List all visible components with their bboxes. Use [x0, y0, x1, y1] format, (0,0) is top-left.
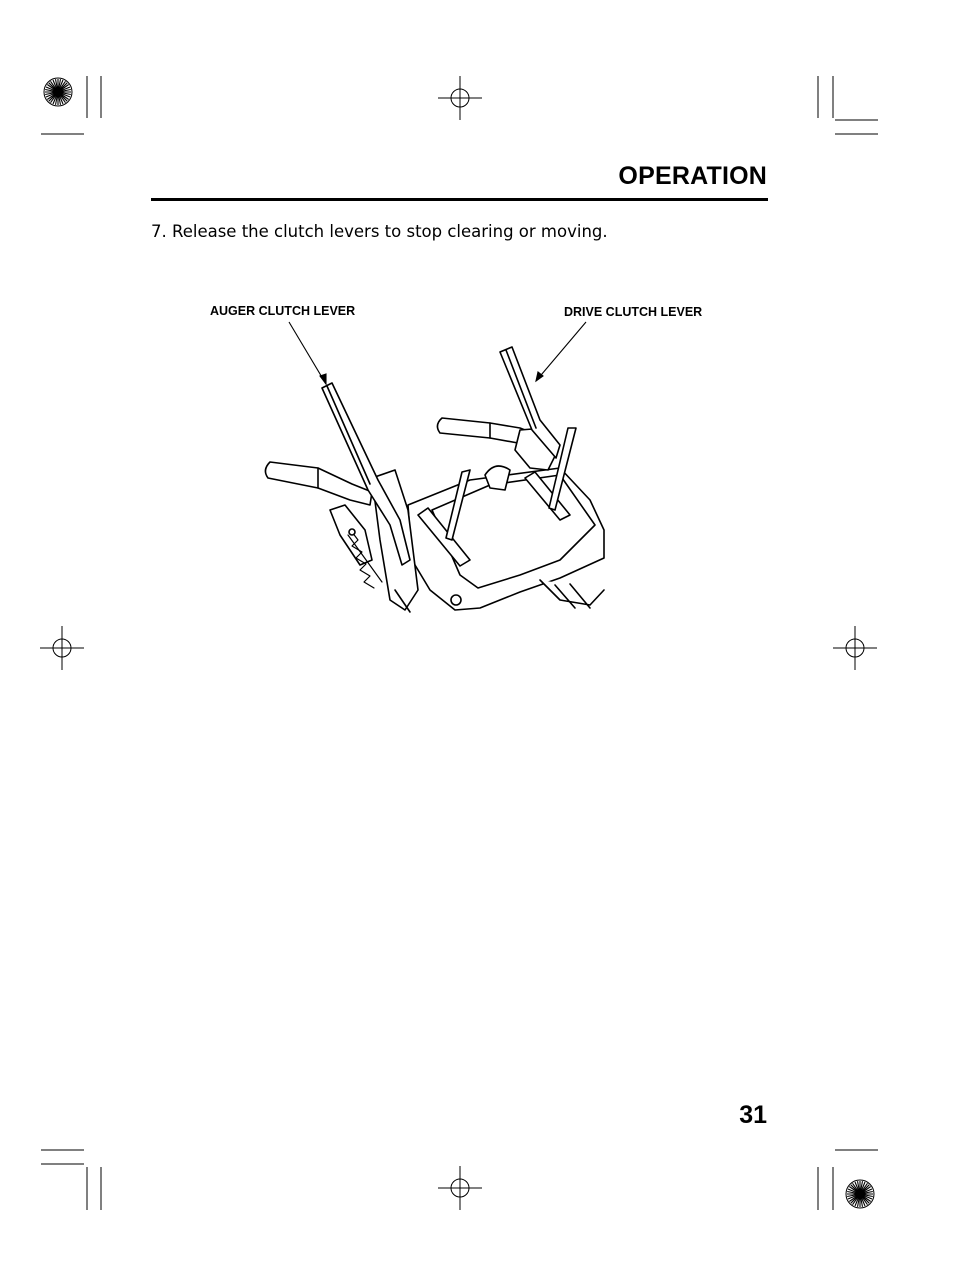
registration-crosshair-icon [438, 1166, 482, 1210]
drive-clutch-lever-label: DRIVE CLUTCH LEVER [564, 305, 703, 319]
registration-crosshair-icon [438, 76, 482, 120]
page-number: 31 [739, 1101, 767, 1129]
step-instruction: 7. Release the clutch levers to stop clearing or moving. [151, 222, 608, 241]
registration-sunburst-icon [846, 1180, 874, 1208]
registration-sunburst-icon [44, 78, 72, 106]
auger-clutch-lever-label: AUGER CLUTCH LEVER [210, 304, 356, 318]
title-rule [151, 198, 768, 201]
registration-crosshair-icon [833, 626, 877, 670]
section-title: OPERATION [618, 162, 767, 190]
clutch-levers-illustration [200, 295, 720, 615]
registration-crosshair-icon [40, 626, 84, 670]
